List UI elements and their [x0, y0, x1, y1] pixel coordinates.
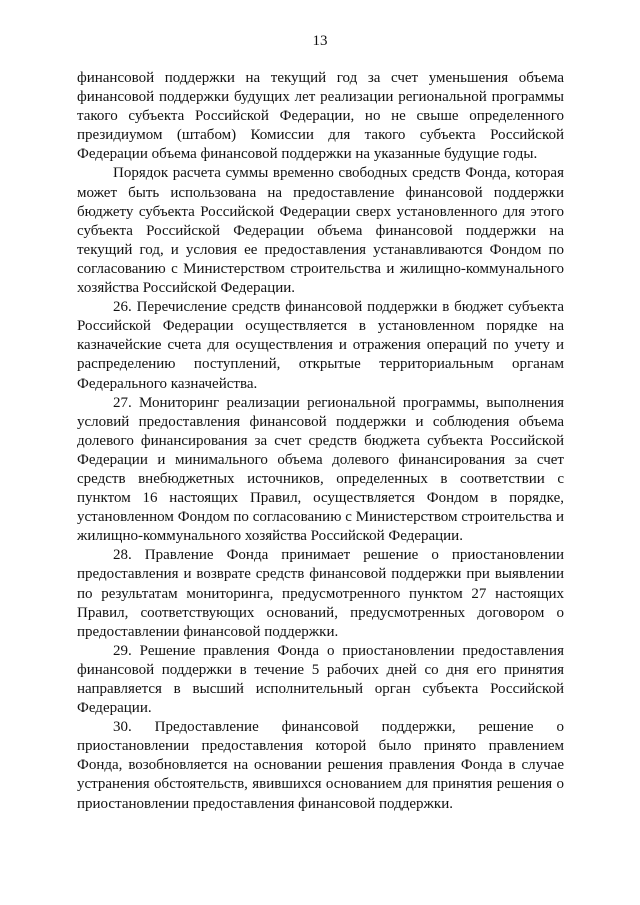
paragraph-calculation-procedure: Порядок расчета суммы временно свободных средств Фонда, которая может быть использована на предоставление финансовой поддержки бюджету субъекта Российской Федерации сверх установленного для этого субъекта Российской Федерации объема финансовой поддержки на текущий год, и условия ее предоставления устанавливаются Фондом по согласованию с Министерством строительства и жилищно-коммунального хозяйства Российской Федерации.	[77, 165, 564, 297]
paragraph-item-29: 29. Решение правления Фонда о приостановлении предоставления финансовой поддержки в течение 5 рабочих дней со дня его принятия направляется в высший исполнительный орган субъекта Российской Федерации.	[77, 642, 564, 717]
paragraph-item-26: 26. Перечисление средств финансовой поддержки в бюджет субъекта Российской Федерации осуществляется в установленном порядке на казначейские счета для осуществления и отражения операций по учету и распределению поступлений, открытые территориальным органам Федерального казначейства.	[77, 299, 564, 392]
document-body	[77, 69, 564, 814]
paragraph-item-30: 30. Предоставление финансовой поддержки, решение о приостановлении предоставления которой было принято правлением Фонда, возобновляется на основании решения правления Фонда в случае устранения обстоятельств, явившихся основанием для принятия решения о приостановлении предоставления финансовой поддержки.	[77, 719, 564, 812]
paragraph-item-28: 28. Правление Фонда принимает решение о приостановлении предоставления и возврате средств финансовой поддержки при выявлении по результатам мониторинга, предусмотренного пунктом 27 настоящих Правил, соответствующих оснований, предусмотренных договором о предоставлении финансовой поддержки.	[77, 547, 564, 640]
paragraph-continuation: финансовой поддержки на текущий год за счет уменьшения объема финансовой поддержки будущих лет реализации региональной программы такого субъекта Российской Федерации, но не свыше определенного президиумом (штабом) Комиссии для такого субъекта Российской Федерации объема финансовой поддержки на указанные будущие годы.	[77, 70, 564, 163]
page-number: 13	[312, 33, 328, 49]
paragraph-item-27: 27. Мониторинг реализации региональной программы, выполнения условий предоставления финансовой поддержки и соблюдения объема долевого финансирования за счет средств бюджета субъекта Российской Федерации и минимального объема долевого финансирования за счет средств внебюджетных источников, определенных в соответствии с пунктом 16 настоящих Правил, осуществляется Фондом в порядке, установленном Фондом по согласованию с Министерством строительства и жилищно-коммунального хозяйства Российской Федерации.	[77, 394, 564, 545]
